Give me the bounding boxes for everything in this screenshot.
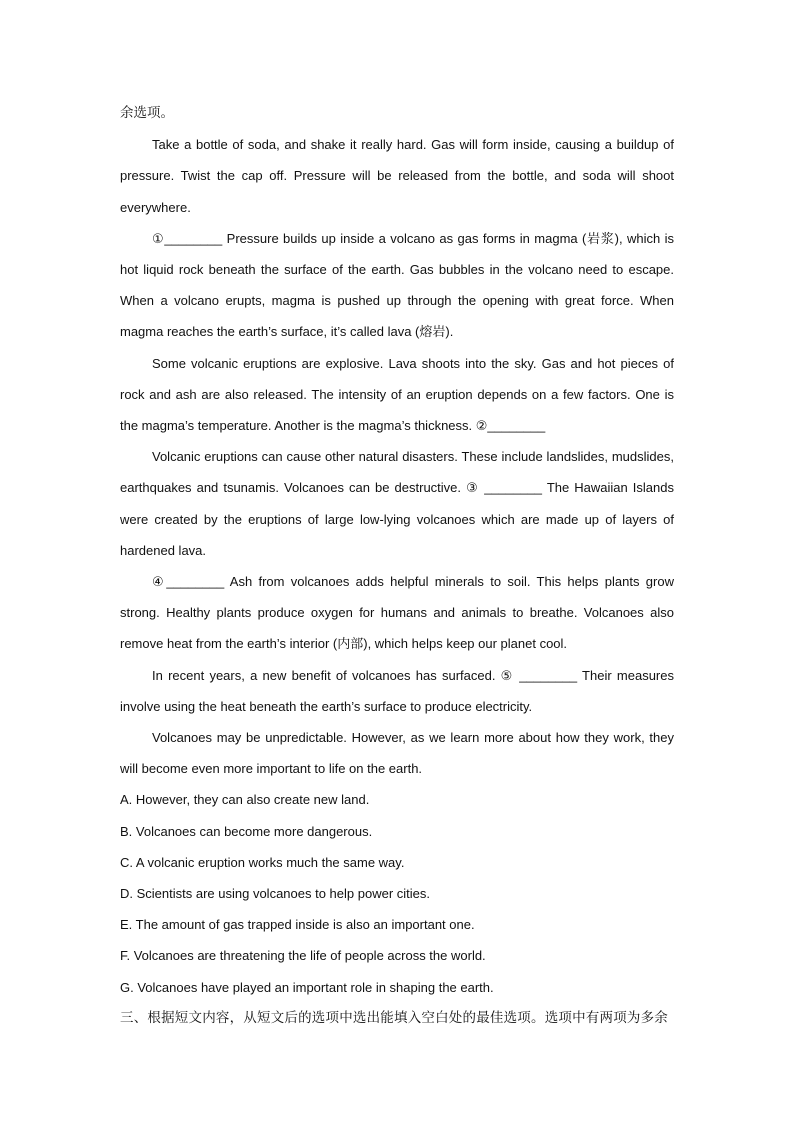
option-e: E. The amount of gas trapped inside is also an important one. <box>120 917 475 933</box>
option-c: C. A volcanic eruption works much the same way. <box>120 854 405 870</box>
paragraph-3: Some volcanic eruptions are explosive. Lava shoots into the sky. Gas and hot pieces of rock and ash are also released. The intensity of an eruption depends on a few factors. One is the magma’s temperature. Another is the magma’s thickness. ②________ <box>120 355 674 434</box>
option-a: A. However, they can also create new land. <box>120 792 370 808</box>
paragraph-5: ④________ Ash from volcanoes adds helpful minerals to soil. This helps plants grow strong. Healthy plants produce oxygen for humans and animals to breathe. Volcanoes also remove heat from the earth’s interior (内部), which helps keep our planet cool. <box>120 574 674 652</box>
next-section-heading: 三、根据短文内容，从短文后的选项中选出能填入空白处的最佳选项。选项中有两项为多余 <box>120 1009 668 1026</box>
paragraph-7: Volcanoes may be unpredictable. However, as we learn more about how they work, they will become even more important to life on the earth. <box>120 730 674 777</box>
option-g: G. Volcanoes have played an important role in shaping the earth. <box>120 979 494 995</box>
paragraph-2: ①________ Pressure builds up inside a volcano as gas forms in magma (岩浆), which is hot liquid rock beneath the surface of the earth. Gas bubbles in the volcano need to escape. When a volcano erupts, magma is pushed up through the opening with great force. When magma reaches the earth’s surface, it’s called lava (熔岩). <box>120 230 674 340</box>
paragraph-6: In recent years, a new benefit of volcanoes has surfaced. ⑤ ________ Their measures involve using the heat beneath the earth’s surface to produce electricity. <box>120 667 674 714</box>
option-f: F. Volcanoes are threatening the life of people across the world. <box>120 948 486 964</box>
paragraph-1: Take a bottle of soda, and shake it really hard. Gas will form inside, causing a buildup of pressure. Twist the cap off. Pressure will be released from the bottle, and soda will shoot everywhere. <box>120 137 674 215</box>
option-b: B. Volcanoes can become more dangerous. <box>120 823 373 839</box>
document-page <box>120 98 674 1034</box>
paragraph-4: Volcanic eruptions can cause other natural disasters. These include landslides, mudslides, earthquakes and tsunamis. Volcanoes can be destructive. ③ ________ The Hawaiian Islands were created by the eruptions of large low-lying volcanoes which are made up of layers of hardened lava. <box>120 449 674 558</box>
option-d: D. Scientists are using volcanoes to help power cities. <box>120 886 430 902</box>
previous-section-fragment: 余选项。 <box>120 105 174 121</box>
